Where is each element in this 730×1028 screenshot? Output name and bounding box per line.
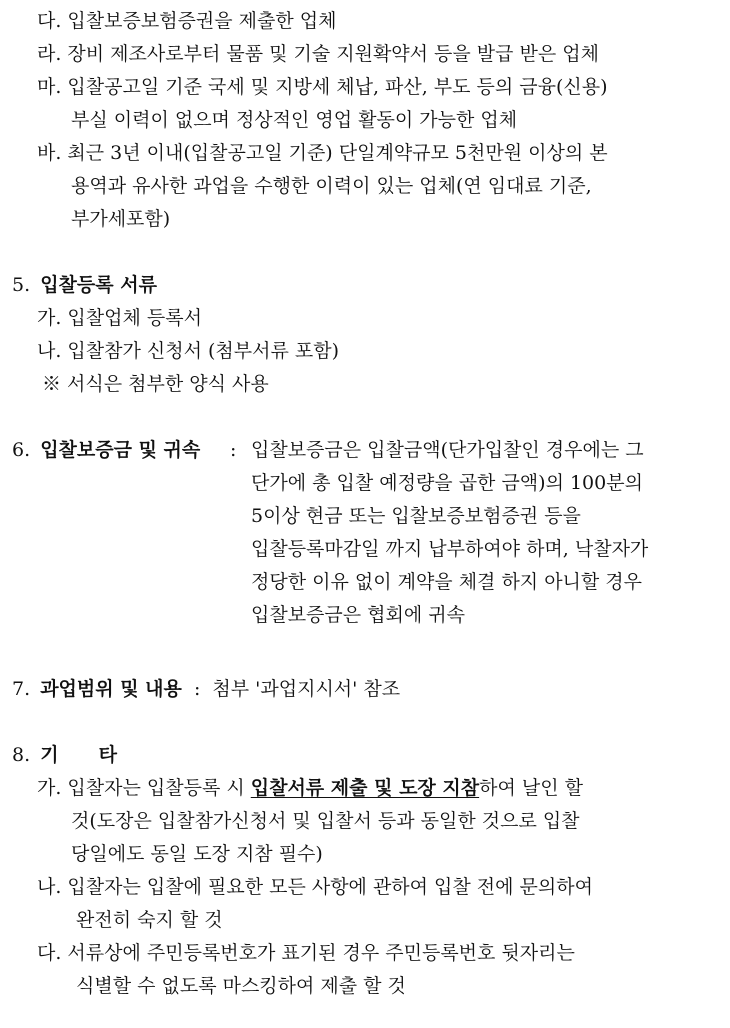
item-ba-line1: 바. 최근 3년 이내(입찰공고일 기준) 단일계약규모 5천만원 이상의 본 xyxy=(37,142,608,164)
section-6-line1: 입찰보증금은 입찰금액(단가입찰인 경우에는 그 xyxy=(251,439,644,461)
section-5-number: 5. xyxy=(12,274,31,296)
section-5-item-ga: 가. 입찰업체 등록서 xyxy=(37,307,202,329)
section-6-number: 6. xyxy=(12,439,31,461)
section-5-heading xyxy=(12,273,157,297)
section-8-heading xyxy=(12,743,117,767)
section-8-item-na-line2: 완전히 숙지 할 것 xyxy=(76,909,223,931)
item-ra: 라. 장비 제조사로부터 물품 및 기술 지원확약서 등을 발급 받은 업체 xyxy=(37,43,599,65)
section-7-colon: : xyxy=(193,678,201,700)
section-6-line2: 단가에 총 입찰 예정량을 곱한 금액)의 100분의 xyxy=(251,472,643,494)
item-ma-line1: 마. 입찰공고일 기준 국세 및 지방세 체납, 파산, 부도 등의 금융(신용) xyxy=(37,76,608,98)
section-6-line3: 5이상 현금 또는 입찰보증보험증권 등을 xyxy=(251,505,581,527)
section-8-ga-suffix: 하여 날인 할 xyxy=(479,777,583,799)
section-8-title-part1: 기 xyxy=(40,744,59,766)
section-5-title: 입찰등록 서류 xyxy=(40,274,157,296)
section-8-item-da-line2: 식별할 수 없도록 마스킹하여 제출 할 것 xyxy=(76,975,406,997)
section-5-note: ※ 서식은 첨부한 양식 사용 xyxy=(42,373,269,395)
section-8-item-ga-line3: 당일에도 동일 도장 지참 필수) xyxy=(71,843,323,865)
section-6-colon: : xyxy=(230,439,237,461)
item-ma-line2: 부실 이력이 없으며 정상적인 영업 활동이 가능한 업체 xyxy=(71,109,518,131)
section-5-item-na: 나. 입찰참가 신청서 (첨부서류 포함) xyxy=(37,340,339,362)
section-7-heading xyxy=(12,677,400,701)
section-8-item-ga-line1 xyxy=(37,776,583,800)
section-8-ga-prefix: 가. 입찰자는 입찰등록 시 xyxy=(37,777,251,799)
section-8-ga-underlined: 입찰서류 제출 및 도장 지참 xyxy=(250,777,480,799)
item-ba-line2: 용역과 유사한 과업을 수행한 이력이 있는 업체(연 임대료 기준, xyxy=(71,175,592,197)
section-6-line6: 입찰보증금은 협회에 귀속 xyxy=(251,604,465,626)
section-7-text: 첨부 '과업지시서' 참조 xyxy=(212,678,401,700)
section-6-heading xyxy=(12,438,200,462)
item-ba-line3: 부가세포함) xyxy=(71,208,171,230)
section-8-title-part2: 타 xyxy=(98,744,117,766)
section-7-title: 과업범위 및 내용 xyxy=(40,678,182,700)
section-7-number: 7. xyxy=(12,678,31,700)
section-8-item-ga-line2: 것(도장은 입찰참가신청서 및 입찰서 등과 동일한 것으로 입찰 xyxy=(71,810,580,832)
section-6-title: 입찰보증금 및 귀속 xyxy=(40,439,201,461)
section-6-line4: 입찰등록마감일 까지 납부하여야 하며, 낙찰자가 xyxy=(251,538,649,560)
section-6-line5: 정당한 이유 없이 계약을 체결 하지 아니할 경우 xyxy=(251,571,643,593)
section-8-item-na-line1: 나. 입찰자는 입찰에 필요한 모든 사항에 관하여 입찰 전에 문의하여 xyxy=(37,876,593,898)
section-8-number: 8. xyxy=(12,744,31,766)
section-8-item-da-line1: 다. 서류상에 주민등록번호가 표기된 경우 주민등록번호 뒷자리는 xyxy=(37,942,575,964)
item-da: 다. 입찰보증보험증권을 제출한 업체 xyxy=(37,10,337,32)
